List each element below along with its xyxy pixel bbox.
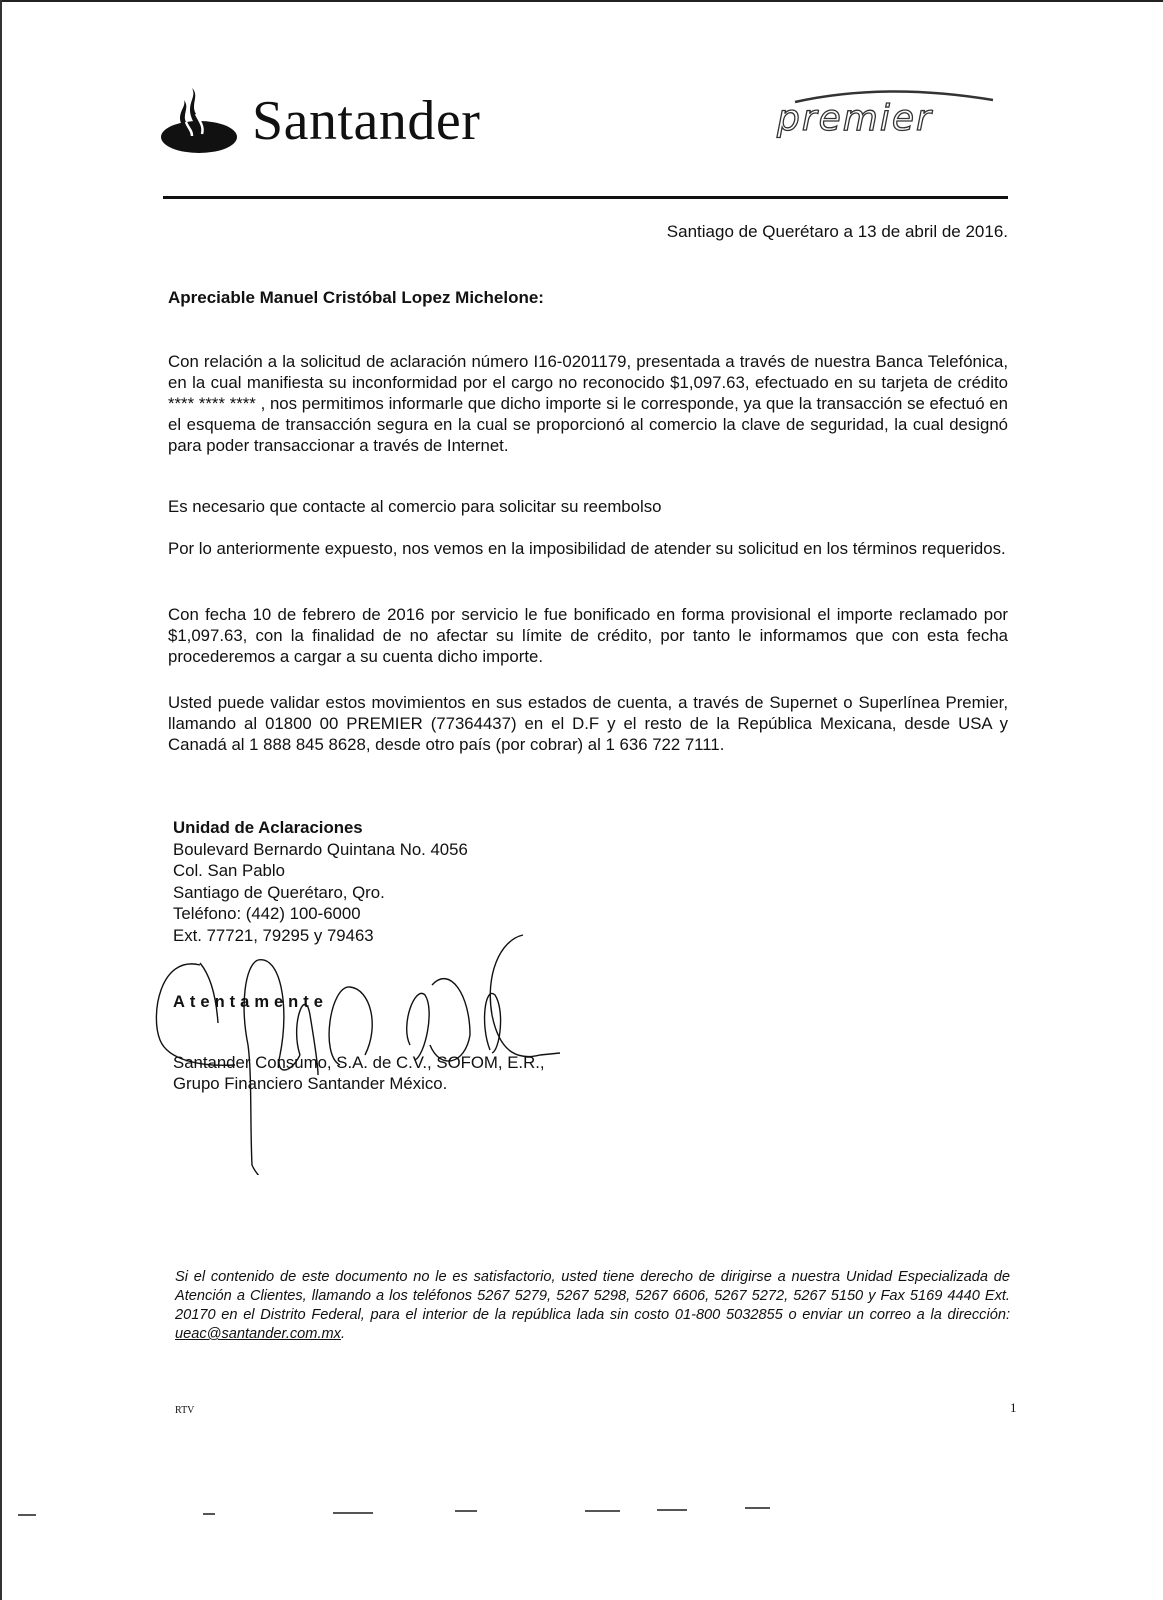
sender-address-line: Boulevard Bernardo Quintana No. 4056 <box>173 839 468 859</box>
salutation: Apreciable Manuel Cristóbal Lopez Michelone: <box>168 288 544 307</box>
sender-phone: Teléfono: (442) 100-6000 <box>173 904 361 923</box>
bank-name: Santander <box>252 90 481 152</box>
sender-extensions: Ext. 77721, 79295 y 79463 <box>173 925 374 945</box>
disclaimer <box>175 1268 1010 1344</box>
sender-block <box>173 817 468 946</box>
complaints-email-link[interactable]: ueac@santander.com.mx <box>175 1326 341 1342</box>
premier-logo <box>775 80 995 150</box>
header-divider <box>163 196 1008 199</box>
sender-unit: Unidad de Aclaraciones <box>173 818 363 837</box>
sender-address-line: Col. San Pablo <box>173 861 285 880</box>
santander-logo <box>160 88 480 154</box>
scan-artifact <box>585 1510 620 1512</box>
paragraph-provisional-credit: Con fecha 10 de febrero de 2016 por servicio le fue bonificado en forma provisional el importe reclamado por $1,097.63, con la finalidad de no afectar su límite de crédito, por tanto le informamos que con esta fecha procederemos a cargar a su cuenta dicho importe. <box>168 605 1008 666</box>
letter-date: Santiago de Querétaro a 13 de abril de 2016. <box>666 222 1008 241</box>
scan-edge-top <box>0 0 1163 2</box>
scan-artifact <box>18 1514 36 1516</box>
paragraph-validation-contact: Usted puede validar estos movimientos en sus estados de cuenta, a través de Supernet o Superlínea Premier, llamando al 01800 00 PREMIER (77364437) en el D.F y el resto de la República Mexicana, desde USA y Canadá al 1 888 845 8628, desde otro país (por cobrar) al 1 636 722 7111. <box>168 693 1008 754</box>
sender-address-line: Santiago de Querétaro, Qro. <box>173 882 385 902</box>
scan-artifact <box>455 1510 477 1512</box>
company-block <box>173 1052 545 1094</box>
closing-word: Atentamente <box>173 993 328 1011</box>
paragraph-contact-merchant: Es necesario que contacte al comercio para solicitar su reembolso <box>168 497 662 516</box>
disclaimer-end: . <box>340 1326 346 1342</box>
document-code: RTV <box>175 1405 195 1416</box>
premier-wordmark: premier <box>777 98 933 139</box>
disclaimer-text: Si el contenido de este documento no le es satisfactorio, usted tiene derecho de dirigirse a nuestra Unidad Especializada de Atención a Clientes, llamando a los teléfonos 5267 5279, 5267 5298, 5267 6606, 5267 5272, 5267 5150 y Fax 5169 4440 Ext. 20170 en el Distrito Federal, para el interior de la república lada sin costo 01-800 5032855 o enviar un correo a la dirección: <box>175 1269 1010 1323</box>
scan-artifact <box>657 1509 687 1511</box>
paragraph-clarification: Con relación a la solicitud de aclaración número I16-0201179, presentada a través de nuestra Banca Telefónica, en la cual manifiesta su inconformidad por el cargo no reconocido $1,097.63, efectuado en su tarjeta de crédito **** **** **** , nos permitimos informarle que dicho importe si le corresponde, ya que la transacción se efectuó en el esquema de transacción segura en la cual se proporcionó al comercio la clave de seguridad, la cual designó para poder transaccionar a través de Internet. <box>168 352 1008 455</box>
santander-flame-icon <box>160 88 238 154</box>
scan-edge-left <box>0 0 2 1600</box>
company-line: Grupo Financiero Santander México. <box>173 1074 448 1093</box>
company-line: Santander Consumo, S.A. de C.V., SOFOM, E.R., <box>173 1053 545 1072</box>
scan-artifact <box>745 1507 770 1509</box>
scan-artifact <box>333 1512 373 1514</box>
paragraph-denial: Por lo anteriormente expuesto, nos vemos en la imposibilidad de atender su solicitud en los términos requeridos. <box>168 539 1006 558</box>
handwritten-signature-icon <box>140 925 560 1175</box>
scan-artifact <box>203 1513 215 1515</box>
page-number: 1 <box>1010 1400 1017 1415</box>
